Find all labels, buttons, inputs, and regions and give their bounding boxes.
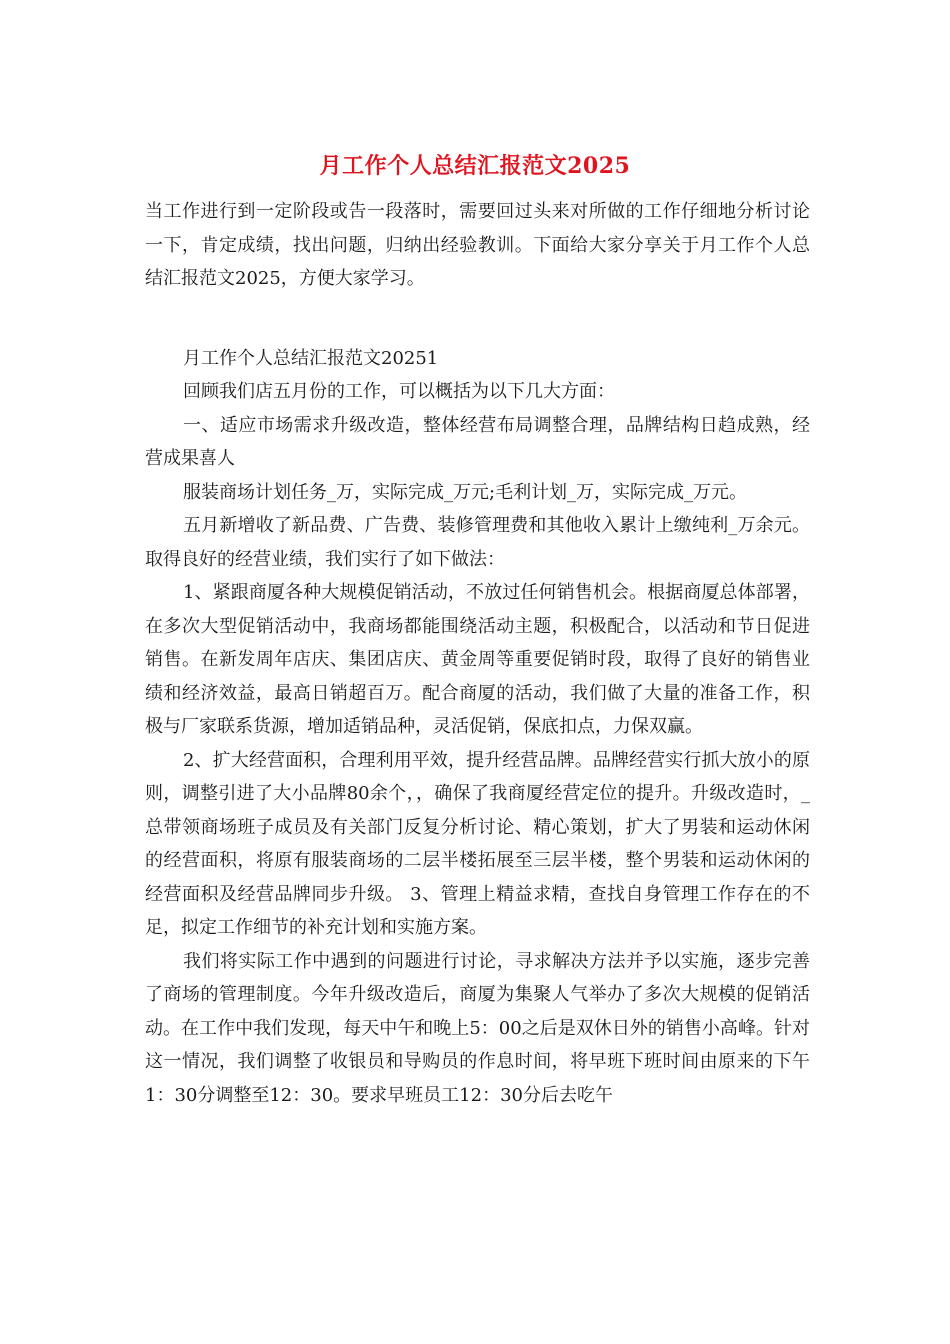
intro-paragraph: 当工作进行到一定阶段或告一段落时，需要回过头来对所做的工作仔细地分析讨论一下，肯定成绩，找出问题，归纳出经验教训。下面给大家分享关于月工作个人总结汇报范文2025，方便大家学习。 (145, 201, 810, 289)
document-body (145, 195, 810, 1112)
document-title: 月工作个人总结汇报范文2025 (319, 153, 631, 179)
body-paragraph: 2、扩大经营面积，合理利用平效，提升经营品牌。品牌经营实行抓大放小的原则，调整引进了大小品牌80余个，，确保了我商厦经营定位的提升。升级改造时，_总带领商场班子成员及有关部门反复分析讨论、精心策划，扩大了男装和运动休闲的经营面积，将原有服装商场的二层半楼拓展至三层半楼，整个男装和运动休闲的经营面积及经营品牌同步升级。 3、管理上精益求精，查找自身管理工作存在的不足，拟定工作细节的补充计划和实施方案。 (145, 749, 810, 938)
body-paragraph: 回顾我们店五月份的工作，可以概括为以下几大方面： (183, 381, 615, 402)
section-heading: 月工作个人总结汇报范文20251 (183, 347, 439, 369)
body-paragraph: 1、紧跟商厦各种大规模促销活动，不放过任何销售机会。根据商厦总体部署，在多次大型促销活动中，我商场都能围绕活动主题，积极配合，以活动和节日促进销售。在新发周年店庆、集团店庆、黄金周等重要促销时段，取得了良好的销售业绩和经济效益，最高日销超百万。配合商厦的活动，我们做了大量的准备工作，积极与厂家联系货源，增加适销品种，灵活促销，保底扣点，力保双赢。 (145, 582, 810, 737)
body-paragraph: 服装商场计划任务_万，实际完成_万元;毛利计划_万，实际完成_万元。 (183, 481, 748, 503)
body-paragraph: 一、适应市场需求升级改造，整体经营布局调整合理，品牌结构日趋成熟，经营成果喜人 (145, 414, 810, 469)
body-paragraph: 我们将实际工作中遇到的问题进行讨论，寻求解决方法并予以实施，逐步完善了商场的管理制度。今年升级改造后，商厦为集聚人气举办了多次大规模的促销活动。在工作中我们发现，每天中午和晚上5：00之后是双休日外的销售小高峰。针对这一情况，我们调整了收银员和导购员的作息时间，将早班下班时间由原来的下午1：30分调整至12：30。要求早班员工12：30分后去吃午 (145, 950, 810, 1106)
paragraph-gap (145, 296, 810, 342)
body-paragraph: 五月新增收了新品费、广告费、装修管理费和其他收入累计上缴纯利_万余元。取得良好的经营业绩，我们实行了如下做法： (145, 515, 810, 570)
